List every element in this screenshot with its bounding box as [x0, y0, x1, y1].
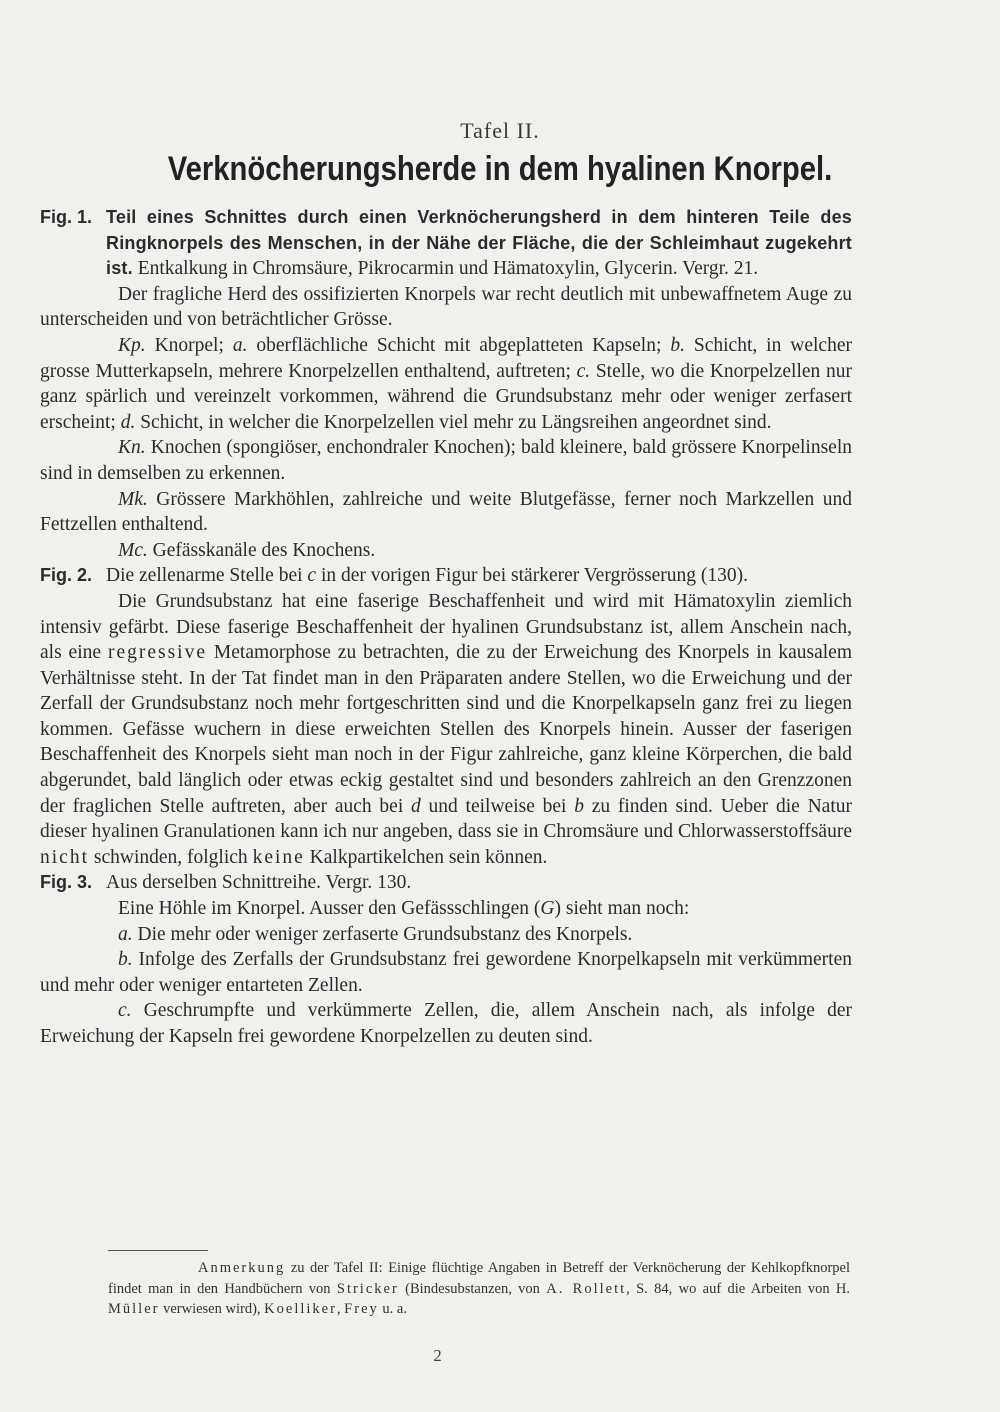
- fig-3-item-c: [40, 998, 852, 1049]
- mc-text: Gefässkanäle des Knochens.: [147, 539, 376, 561]
- fig-2-b: b: [574, 795, 584, 817]
- footnote-t1: zu der Tafel II: Einige flüchtige Angaben in Betreff der Verknöcherung der Kehlkopfknorpel findet man in den Handbüchern von: [108, 1260, 850, 1297]
- footnote-frey: Frey: [344, 1301, 379, 1317]
- kn-text: Knochen (spongiöser, enchondraler Knochen); bald kleinere, bald grössere Knorpelinseln sind in demselben zu erkennen.: [40, 437, 852, 484]
- fig-2-label: Fig. 2.: [40, 565, 93, 586]
- fig-2-d: d: [411, 795, 421, 817]
- footnote-koelliker: Koelliker: [264, 1301, 337, 1317]
- fig-2-text-f: schwinden, folglich: [89, 846, 253, 868]
- fig-3-label: Fig. 3.: [40, 872, 93, 893]
- kp-c: c.: [576, 360, 591, 382]
- plate-number: Tafel II.: [460, 118, 540, 143]
- kp-text-2: oberflächliche Schicht mit abgeplatteten Kapseln;: [247, 334, 671, 356]
- fig-3-section: [40, 870, 852, 896]
- footnote-rollett: A. Rollett: [546, 1280, 627, 1297]
- fig-2-text-g: Kalkpartikelchen sein können.: [304, 846, 548, 868]
- fig-1-method: Entkalkung in Chromsäure, Pikrocarmin und Hämatoxylin, Glycerin. Vergr. 21.: [132, 258, 759, 280]
- fig-2-caption-c: c: [307, 565, 317, 587]
- footnote-divider: [108, 1250, 208, 1251]
- fig-2-text-a: Die Grundsubstanz hat eine faserige Beschaffenheit und wird mit Hämatoxylin ziemlich intensiv gefärbt. Diese faserige Beschaffenheit der hyalinen Grundsubstanz ist, allem Anschein nach, als eine: [40, 590, 852, 664]
- kp-a: a.: [232, 334, 248, 356]
- fig-2-caption-b: in der vorigen Figur bei stärkerer Vergrösserung (130).: [316, 565, 749, 587]
- fig-3-a-text: Die mehr oder weniger zerfaserte Grundsubstanz des Knorpels.: [132, 923, 633, 945]
- fig-2-caption: [106, 563, 852, 589]
- fig-3-caption: Aus derselben Schnittreihe. Vergr. 130.: [106, 872, 412, 894]
- fig-3-b-text: Infolge des Zerfalls der Grundsubstanz frei gewordene Knorpelkapseln mit verkümmerten und mehr oder weniger entarteten Zellen.: [40, 949, 852, 996]
- fig-3-item-a: [40, 922, 852, 948]
- fig-3-c-abbr: c.: [118, 1000, 132, 1022]
- kp-text-3: Schicht, in welcher grosse Mutterkapseln, mehrere Knorpelzellen enthaltend, auftreten;: [40, 334, 852, 382]
- fig-2-paragraph: [40, 589, 852, 871]
- footnote-t6: u. a.: [378, 1301, 407, 1317]
- fig-1-heading-bold: Teil eines Schnittes durch einen Verknöcherungsherd in dem hinteren Teile des Ringknorpels des Menschen, in der Nähe der Fläche, die der Schleimhaut zugekehrt ist.: [106, 207, 852, 279]
- kp-d: d.: [120, 411, 136, 433]
- mc-abbr: Mc.: [118, 539, 148, 561]
- fig-3-b-abbr: b.: [118, 949, 133, 971]
- fig-2-nicht: nicht: [40, 846, 89, 868]
- footnote-mueller: Müller: [108, 1301, 160, 1317]
- fig-1-label: Fig. 1.: [40, 207, 93, 227]
- footnote-t2: (Bindesubstanzen, von: [398, 1280, 547, 1297]
- fig-2-caption-a: Die zellenarme Stelle bei: [106, 565, 308, 587]
- footnote-t5: ,: [336, 1301, 345, 1317]
- fig-2-text-c: und teilweise bei: [420, 795, 575, 817]
- footnote-t4: verwiesen wird),: [159, 1301, 265, 1317]
- mk-text: Grössere Markhöhlen, zahlreiche und weite Blutgefässe, ferner noch Markzellen und Fettzellen enthaltend.: [40, 488, 852, 536]
- fig-1-paragraph: Der fragliche Herd des ossifizierten Knorpels war recht deutlich mit unbewaffnetem Auge zu unterscheiden und von beträchtlicher Grösse.: [40, 283, 852, 331]
- fig-3-text-b: ) sieht man noch:: [554, 898, 690, 920]
- footnote-text: [108, 1258, 850, 1320]
- fig-3-text-a: Eine Höhle im Knorpel. Ausser den Gefässschlingen (: [118, 898, 541, 920]
- fig-2-section: [40, 563, 852, 589]
- fig-2-keine: keine: [252, 846, 305, 868]
- kp-text-4: Stelle, wo die Knorpelzellen nur ganz spärlich und vereinzelt vorkommen, während die Grundsubstanz mehr oder weniger zerfasert erscheint;: [40, 360, 852, 433]
- fig-2-text-e: zu finden sind. Ueber die Natur dieser hyalinen Granulationen kann ich nur angeben, dass sie in Chromsäure und Chlorwasserstoffsäure: [40, 795, 852, 843]
- page-title: Verknöcherungsherde in dem hyalinen Knorpel.: [167, 150, 833, 188]
- mk-abbr: Mk.: [118, 488, 148, 510]
- footnote-anmerkung: Anmerkung: [198, 1260, 286, 1276]
- fig-3-c-text: Geschrumpfte und verkümmerte Zellen, die, allem Anschein nach, als infolge der Erweichung der Kapseln frei gewordene Knorpelzellen zu deuten sind.: [40, 1000, 852, 1047]
- fig-1-mk-paragraph: [40, 487, 852, 538]
- figure-descriptions: [40, 205, 852, 1050]
- fig-3-paragraph: [40, 896, 852, 922]
- fig-1-kp-paragraph: [40, 333, 852, 435]
- fig-2-regressive: regressive: [107, 642, 208, 664]
- fig-3-item-b: [40, 947, 852, 998]
- fig-3-g: G: [540, 898, 555, 920]
- kp-abbr: Kp.: [118, 334, 146, 356]
- fig-1-kn-paragraph: [40, 435, 852, 486]
- footnote: [108, 1258, 850, 1320]
- fig-1-mc-paragraph: [40, 538, 852, 564]
- kn-abbr: Kn.: [118, 437, 146, 459]
- footnote-stricker: Stricker: [336, 1280, 399, 1297]
- page-number: 2: [433, 1346, 442, 1365]
- fig-2-text-b: Metamorphose zu betrachten, die zu der Erweichung des Knorpels in kausalem Verhältnisse steht. In der Tat findet man in den Präparaten andere Stellen, wo die Erweichung und der Zerfall der Grundsubstanz noch mehr fortgeschritten sind und die Knorpelkapseln ganz frei zu liegen kommen. Gefässe wuchern in diese erweichten Stellen des Knorpels hinein. Ausser der faserigen Beschaffenheit des Knorpels sieht man noch in der Figur zahlreiche, ganz kleine Körperchen, die bald abgerundet, bald länglich oder etwas eckig gestaltet sind und besonders zahlreich an den Grenzzonen der fraglichen Stelle auftreten, aber auch bei: [40, 642, 852, 817]
- fig-1-section: [40, 205, 852, 282]
- footnote-t3: , S. 84, wo auf die Arbeiten von H.: [626, 1280, 850, 1297]
- kp-text-5: Schicht, in welcher die Knorpelzellen viel mehr zu Längsreihen angeordnet sind.: [135, 411, 772, 433]
- kp-text-1: Knorpel;: [145, 334, 233, 356]
- kp-b: b.: [670, 334, 685, 356]
- fig-1-heading: [106, 205, 852, 282]
- fig-3-a-abbr: a.: [118, 923, 133, 945]
